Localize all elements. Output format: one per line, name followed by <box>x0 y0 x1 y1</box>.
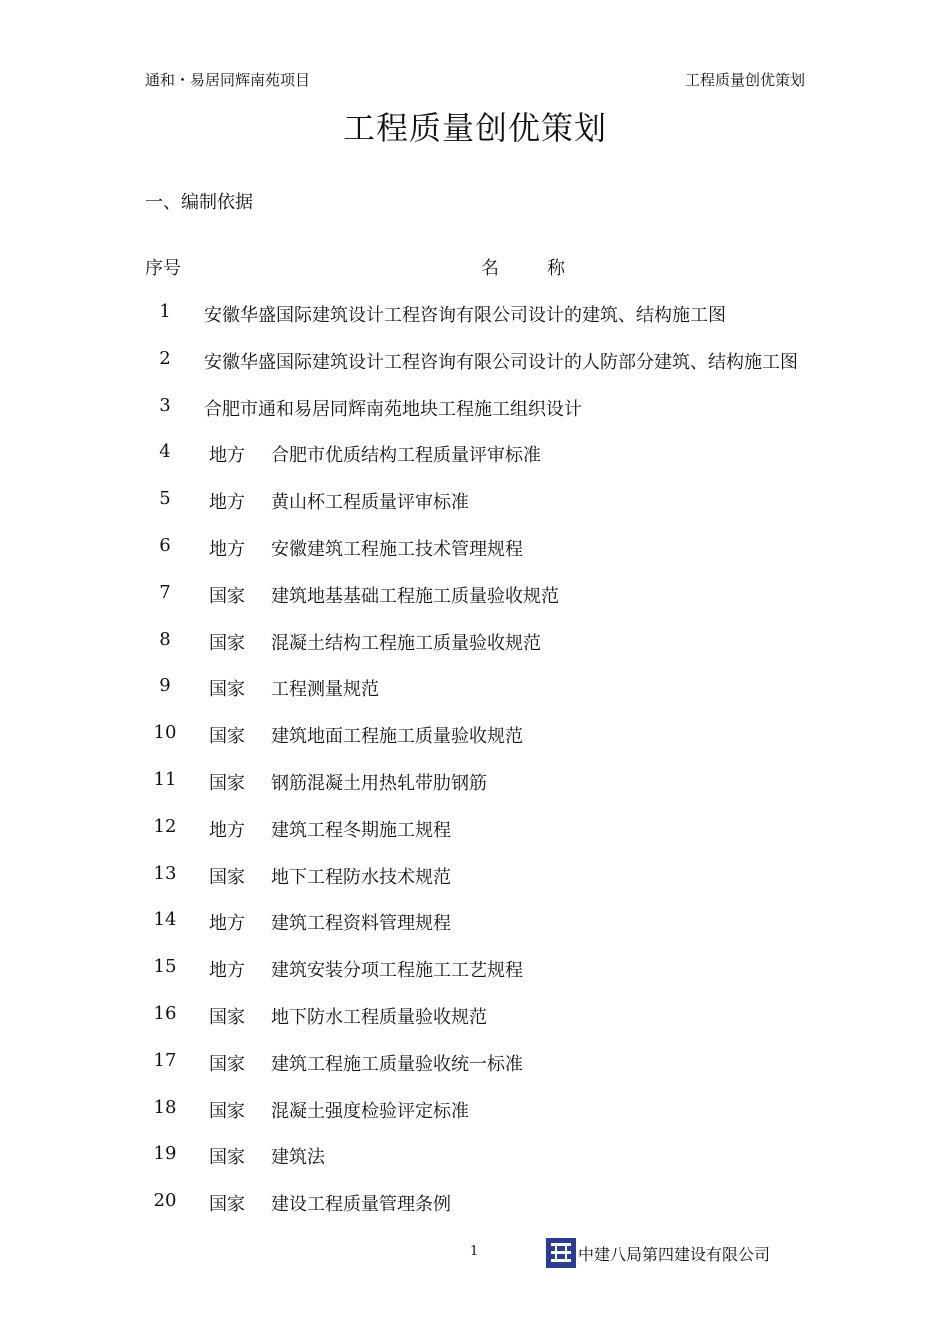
table-row <box>0 1180 950 1227</box>
row-category: 地方 <box>209 819 245 841</box>
row-name: 建设工程质量管理条例 <box>271 1194 451 1216</box>
row-number: 8 <box>159 628 171 650</box>
row-number: 5 <box>159 488 171 510</box>
column-header-number: 序号 <box>145 258 181 279</box>
row-name: 合肥市通和易居同辉南苑地块工程施工组织设计 <box>204 398 582 420</box>
row-category: 国家 <box>209 866 245 888</box>
company-logo-icon <box>546 1238 576 1268</box>
table-row <box>0 291 950 338</box>
table-row <box>0 712 950 759</box>
table-row <box>0 946 950 993</box>
row-number: 2 <box>159 347 171 369</box>
table-row <box>0 478 950 525</box>
table-row <box>0 1087 950 1134</box>
row-category: 国家 <box>209 1194 245 1216</box>
column-header-name-part2: 称 <box>547 258 565 279</box>
table-row <box>0 853 950 900</box>
header-doc-title: 工程质量创优策划 <box>684 71 805 89</box>
table-row <box>0 338 950 385</box>
row-category: 国家 <box>209 1100 245 1122</box>
row-category: 国家 <box>209 1006 245 1028</box>
table-row <box>0 759 950 806</box>
row-number: 16 <box>153 1002 177 1024</box>
row-number: 3 <box>159 394 171 416</box>
row-name: 安徽华盛国际建筑设计工程咨询有限公司设计的建筑、结构施工图 <box>204 305 726 326</box>
row-number: 11 <box>153 768 177 790</box>
row-category: 国家 <box>209 632 245 654</box>
row-name: 钢筋混凝土用热轧带肋钢筋 <box>271 772 487 794</box>
section-heading: 一、编制依据 <box>145 192 253 213</box>
table-row <box>0 385 950 432</box>
row-name: 建筑地基基础工程施工质量验收规范 <box>271 585 559 607</box>
row-name: 工程测量规范 <box>271 679 379 701</box>
row-number: 15 <box>153 956 177 978</box>
row-category: 国家 <box>209 1053 245 1075</box>
row-name: 地下防水工程质量验收规范 <box>271 1006 487 1028</box>
row-number: 9 <box>159 675 171 697</box>
row-name: 安徽建筑工程施工技术管理规程 <box>271 538 523 560</box>
row-number: 18 <box>153 1096 177 1118</box>
row-category: 国家 <box>209 772 245 794</box>
row-name: 建筑工程资料管理规程 <box>271 913 451 935</box>
table-row <box>0 993 950 1040</box>
row-category: 国家 <box>209 1147 245 1169</box>
row-category: 地方 <box>209 538 245 560</box>
table-row <box>0 619 950 666</box>
page-title: 工程质量创优策划 <box>342 109 607 147</box>
row-name: 建筑工程冬期施工规程 <box>271 819 451 841</box>
row-name: 建筑法 <box>271 1147 325 1169</box>
row-number: 14 <box>153 909 177 931</box>
row-name: 合肥市优质结构工程质量评审标准 <box>271 445 541 467</box>
row-number: 12 <box>153 815 177 837</box>
row-name: 混凝土结构工程施工质量验收规范 <box>271 632 541 654</box>
table-row <box>0 525 950 572</box>
table-row <box>0 1040 950 1087</box>
row-number: 17 <box>153 1049 177 1071</box>
table-row <box>0 1133 950 1180</box>
row-number: 20 <box>153 1190 177 1212</box>
basis-list <box>0 291 950 1227</box>
page-number: 1 <box>470 1244 479 1259</box>
row-category: 国家 <box>209 726 245 748</box>
row-name: 建筑工程施工质量验收统一标准 <box>271 1053 523 1075</box>
row-name: 地下工程防水技术规范 <box>271 866 451 888</box>
table-row <box>0 899 950 946</box>
row-category: 国家 <box>209 679 245 701</box>
row-number: 7 <box>159 581 171 603</box>
row-category: 地方 <box>209 960 245 982</box>
row-name: 建筑地面工程施工质量验收规范 <box>271 726 523 748</box>
row-name: 建筑安装分项工程施工工艺规程 <box>271 960 523 982</box>
row-number: 4 <box>159 441 171 463</box>
row-name: 安徽华盛国际建筑设计工程咨询有限公司设计的人防部分建筑、结构施工图 <box>204 351 798 373</box>
row-category: 地方 <box>209 445 245 467</box>
row-category: 地方 <box>209 913 245 935</box>
header-project-name: 通和・易居同辉南苑项目 <box>145 71 311 89</box>
column-header-name <box>481 254 565 280</box>
row-number: 13 <box>153 862 177 884</box>
row-category: 国家 <box>209 585 245 607</box>
table-row <box>0 665 950 712</box>
row-name: 黄山杯工程质量评审标准 <box>271 492 469 514</box>
row-category: 地方 <box>209 492 245 514</box>
row-number: 6 <box>159 534 171 556</box>
table-row <box>0 572 950 619</box>
row-name: 混凝土强度检验评定标准 <box>271 1100 469 1122</box>
table-row <box>0 806 950 853</box>
row-number: 10 <box>153 722 177 744</box>
column-header-name-part1: 名 <box>481 258 499 279</box>
row-number: 1 <box>159 301 171 322</box>
table-row <box>0 431 950 478</box>
footer-company <box>546 1238 770 1268</box>
row-number: 19 <box>153 1143 177 1165</box>
company-name: 中建八局第四建设有限公司 <box>578 1244 771 1264</box>
